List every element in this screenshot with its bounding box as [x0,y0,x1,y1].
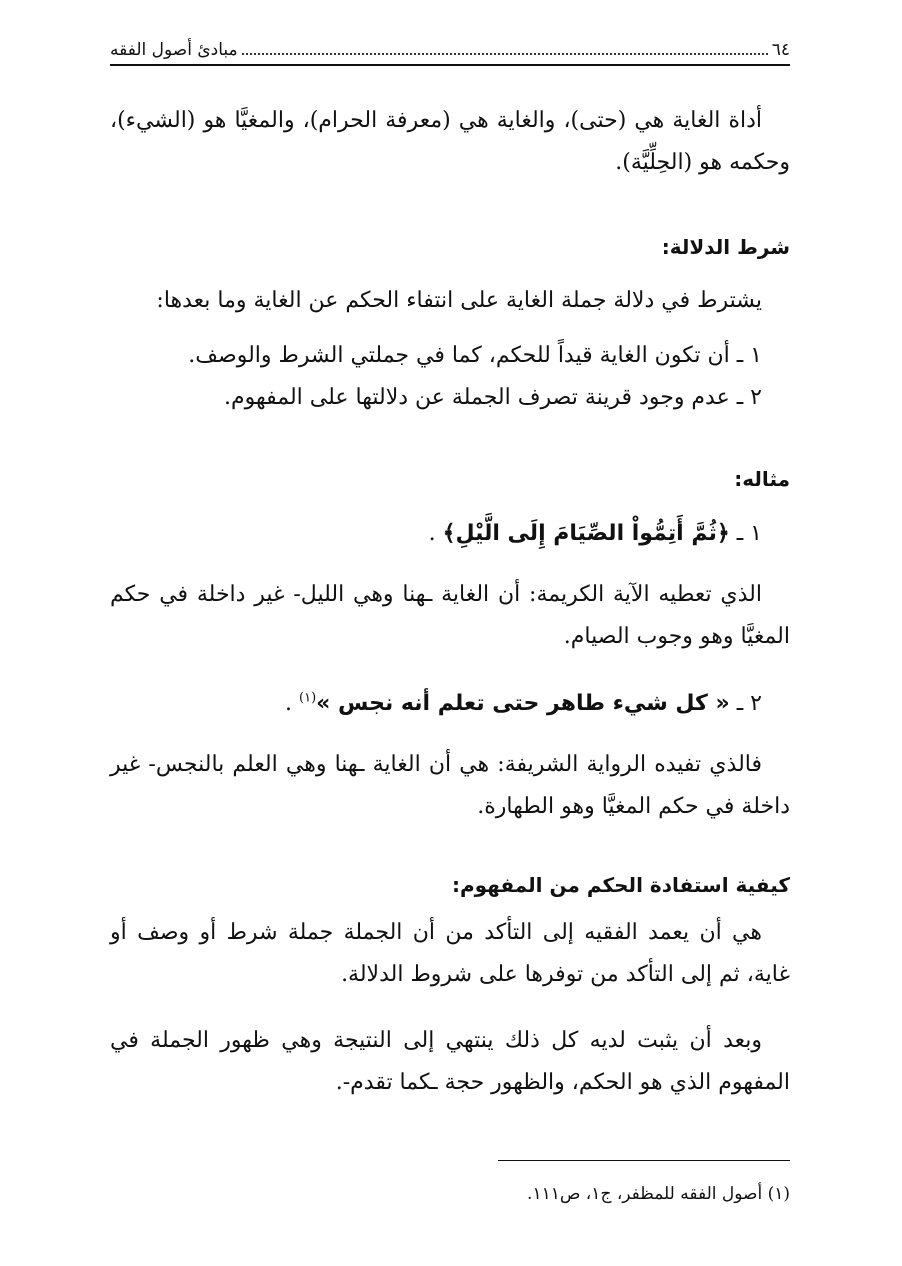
example-1-number: ١ ـ [736,521,762,546]
example-2-explanation: فالذي تفيده الرواية الشريفة: هي أن الغاية ـهنا وهي العلم بالنجس- غير داخلة في حكم المغيَّا وهو الطهارة. [110,752,790,819]
condition-heading: شرط الدلالة: [661,235,790,259]
example-heading: مثاله: [734,467,790,491]
footnote-separator [498,1160,790,1161]
running-header [110,32,790,66]
condition-item-2: ٢ ـ عدم وجود قرينة تصرف الجملة عن دلالتها على المفهوم. [224,385,762,410]
footnote: (١) أصول الفقه للمظفر، ج١، ص١١١. [527,1184,790,1204]
method-heading: كيفية استفادة الحكم من المفهوم: [451,873,790,897]
hadith-quote: « كل شيء طاهر حتى تعلم أنه نجس » [316,691,730,716]
book-title: مبادئ أصول الفقه [110,40,238,60]
intro-paragraph: أداة الغاية هي (حتى)، والغاية هي (معرفة الحرام)، والمغيَّا هو (الشيء)، وحكمه هو (الحِلِّيَّة). [110,108,790,175]
quran-verse-quote: ﴿ثُمَّ أَتِمُّواْ الصِّيَامَ إِلَى الَّيْلِ﴾ [442,521,730,546]
page-number: ٦٤ [771,40,790,60]
example-2-end: . [285,691,293,716]
example-1-end: . [428,521,436,546]
example-1-explanation: الذي تعطيه الآية الكريمة: أن الغاية ـهنا وهي الليل- غير داخلة في حكم المغيَّا وهو وجوب الصيام. [110,582,790,649]
condition-intro: يشترط في دلالة جملة الغاية على انتفاء الحكم عن الغاية وما بعدها: [156,288,762,313]
footnote-reference[interactable]: (١) [299,690,317,706]
method-paragraph-2: وبعد أن يثبت لديه كل ذلك ينتهي إلى النتيجة وهي ظهور الجملة في المفهوم الذي هو الحكم، والظهور حجة ـكما تقدم-. [110,1028,790,1095]
condition-item-1: ١ ـ أن تكون الغاية قيداً للحكم، كما في جملتي الشرط والوصف. [188,343,762,368]
header-leader-dots [242,53,768,55]
example-2 [110,684,790,724]
example-2-number: ٢ ـ [736,691,762,716]
method-paragraph-1: هي أن يعمد الفقيه إلى التأكد من أن الجملة جملة شرط أو وصف أو غاية، ثم إلى التأكد من توفرها على شروط الدلالة. [110,920,790,987]
example-1 [110,514,790,554]
